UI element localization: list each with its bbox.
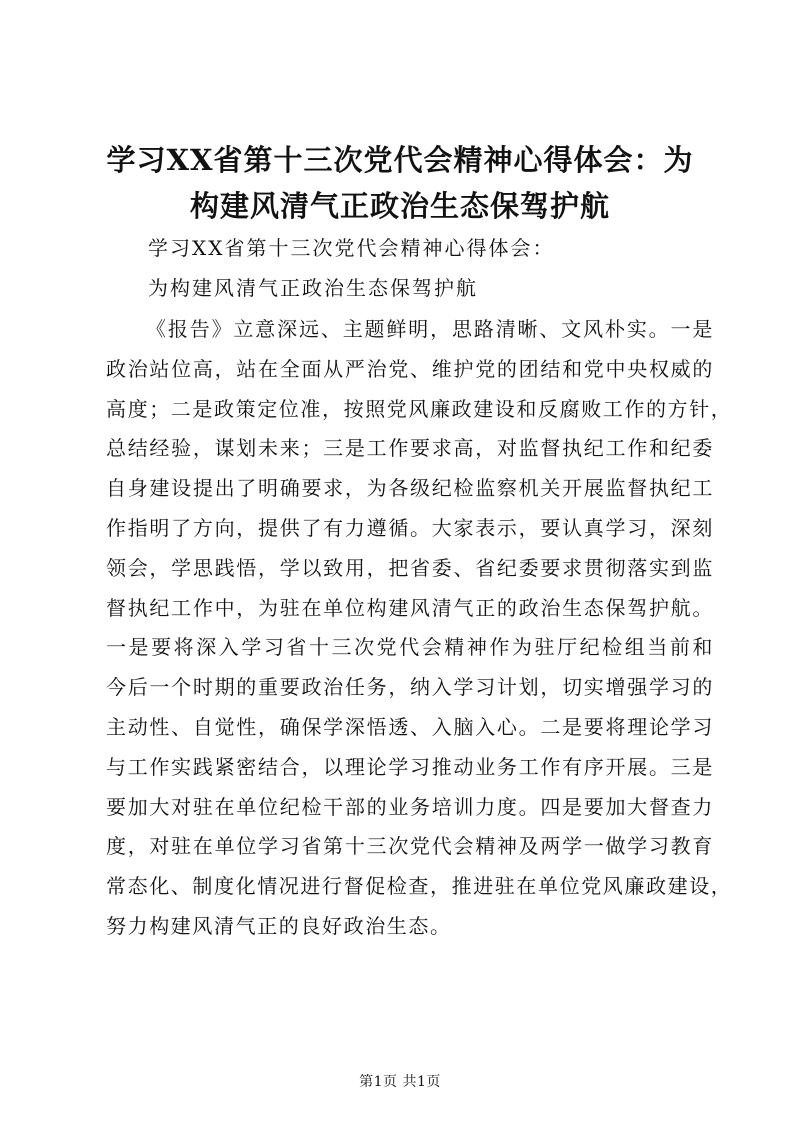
body-line: 努力构建风清气正的良好政治生态。 [106,913,452,938]
page-footer: 第1页 共1页 [359,1074,441,1090]
body-line: 政治站位高，站在全面从严治党、维护党的团结和党中央权威的 [106,356,714,381]
subtitle-line: 学习XX省第十三次党代会精神心得体会： [148,236,555,260]
title-line: 学习XX省第十三次党代会精神心得体会：为 [106,143,694,177]
body-line: 一是要将深入学习省十三次党代会精神作为驻厅纪检组当前和 [106,635,714,660]
body-line: 高度；二是政策定位准，按照党风廉政建设和反腐败工作的方针， [106,396,733,421]
body-paragraph [106,310,733,947]
body-line: 领会，学思践悟，学以致用，把省委、省纪委要求贯彻落实到监 [106,555,714,580]
body-line: 度，对驻在单位学习省第十三次党代会精神及两学一做学习教育 [106,834,714,859]
subtitle-line: 为构建风清气正政治生态保驾护航 [148,276,478,300]
title-line: 构建风清气正政治生态保驾护航 [189,189,610,223]
body-line: 总结经验，谋划未来；三是工作要求高，对监督执纪工作和纪委 [106,436,714,461]
document-title [100,137,700,229]
body-line: 今后一个时期的重要政治任务，纳入学习计划，切实增强学习的 [106,675,714,700]
body-line: 作指明了方向，提供了有力遵循。大家表示，要认真学习，深刻 [106,515,714,540]
body-line: 常态化、制度化情况进行督促检查，推进驻在单位党风廉政建设， [106,874,733,899]
body-line: 与工作实践紧密结合，以理论学习推动业务工作有序开展。三是 [106,754,714,779]
body-line: 自身建设提出了明确要求，为各级纪检监察机关开展监督执纪工 [106,476,714,501]
body-line: 《报告》立意深远、主题鲜明，思路清晰、文风朴实。一是 [146,317,714,341]
body-line: 要加大对驻在单位纪检干部的业务培训力度。四是要加大督查力 [106,794,714,819]
body-line: 督执纪工作中，为驻在单位构建风清气正的政治生态保驾护航。 [106,595,714,620]
body-line: 主动性、自觉性，确保学深悟透、入脑入心。二是要将理论学习 [106,714,714,739]
